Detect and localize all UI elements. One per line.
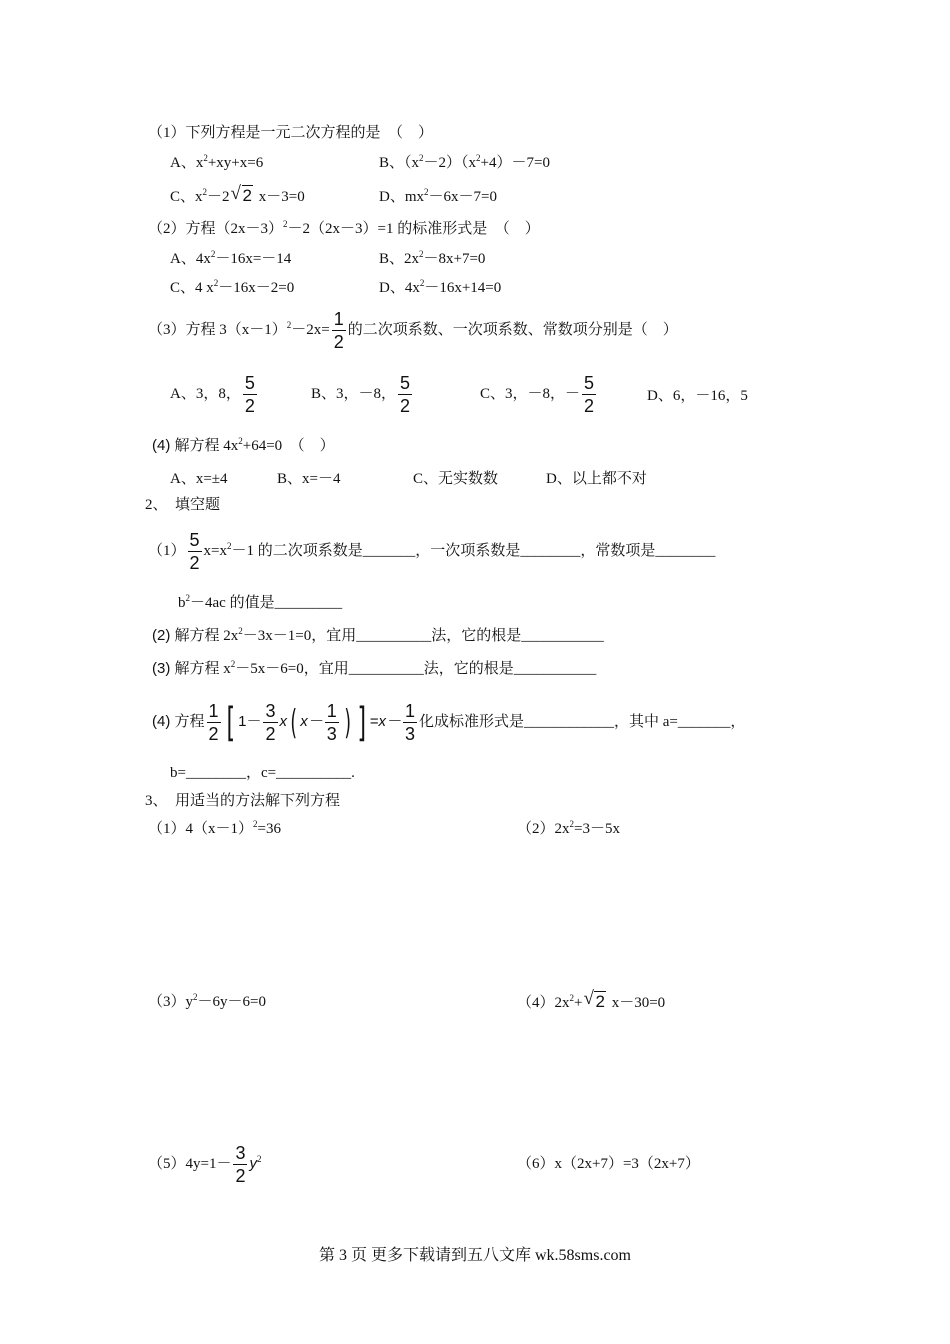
q1-p1-option-d: D、$mx^2-6x-7=0$	[379, 187, 497, 205]
q1-p1-option-c: C、$x^2-2√$ 2 x－3=0	[170, 185, 305, 206]
fraction: $\frac{5}{2}$	[400, 373, 411, 417]
q3-p4: $(4)2x^2+√$ 2 x－30=0	[517, 992, 665, 1013]
right-paren-icon: )	[344, 702, 351, 743]
q3-p2: $(2)2x^2=3-5x$	[517, 819, 620, 837]
q2-p4-line2: b=________，c=__________.	[170, 765, 355, 781]
right-bracket-icon: ]	[357, 699, 367, 746]
q1-p1-option-a: A、$x^2+xy+x=6$	[170, 153, 264, 171]
q1-p4-option-b: B、x=－4	[277, 471, 341, 487]
q1-p4-option-d: D、以上都不对	[546, 471, 647, 487]
q1-p3-option-d: D、6，－16，5	[647, 388, 748, 404]
fraction: $\frac{3}{2}$	[265, 701, 276, 745]
fraction: $\frac{5}{2}$	[584, 373, 595, 417]
q2-p1-line2: $b^2-4ac$ 的值是_________	[178, 593, 343, 611]
fraction: $\frac{1}{2}$	[208, 701, 219, 745]
q1-p1-option-b: B、$(x^2-2)(x^2+4)-7=0$	[379, 153, 550, 171]
q1-p4-option-a: A、x=±4	[170, 471, 228, 487]
fraction: $\frac{3}{2}$	[235, 1143, 246, 1187]
page-footer: 第 3 页 更多下载请到五八文库 wk.58sms.com	[318, 1247, 631, 1264]
q1-p2-option-d: D、$4x^2-16x+14=0$	[379, 278, 502, 296]
fraction: $\frac{5}{2}$	[244, 373, 255, 417]
q3-p6: （6）x（2x+7）=3（2x+7）	[517, 1156, 700, 1172]
left-bracket-icon: [	[226, 699, 235, 746]
q2-heading: 2、 填空题	[145, 497, 221, 513]
q1-p2-option-b: B、$2x^2-8x+7=0$	[379, 249, 486, 267]
q2-p2: (2) 解方程 $2x^2-3x-1=0$，宜用__________法，它的根是___________	[152, 626, 604, 644]
q1-p3-option-c: C、3，－8，－ $\frac{5}{2}$	[480, 373, 595, 417]
q2-p1: （1） $\frac{5}{2}$ $x=x^2-1$ 的二次项系数是_______，一次项系数是________，常数项是________	[148, 530, 716, 574]
q2-p4: (4) 方程 $\frac{1}{2}$ [ 1－ $\frac{3}{2}$ x( x－ $\frac{1}{3}$ ) ] =x－ $\frac{1}{3}$ 化成标准形式是____________，其中 a=_______，	[152, 699, 746, 746]
q1-p3-option-a: A、3，8， $\frac{5}{2}$	[170, 373, 255, 417]
q1-p4-stem: (4) 解方程 $4x^2+64=0$ （ ）	[152, 436, 335, 454]
q3-heading: 3、 用适当的方法解下列方程	[145, 793, 341, 809]
q1-p3-stem: （3）方程 $3(x-1)^2-2x=$ $\frac{1}{2}$ 的二次项系数、一次项系数、常数项分别是（ ）	[148, 309, 678, 353]
q1-p2-option-c: C、4 $x^2-16x-2=0$	[170, 278, 295, 296]
q1-p1-stem: （1）下列方程是一元二次方程的是 （ ）	[148, 125, 434, 141]
q3-p3: $(3)y^2-6y-6=0$	[148, 992, 266, 1010]
fraction: $\frac{1}{3}$	[326, 701, 337, 745]
q3-p1: $(1)4(x-1)^2=36$	[148, 819, 281, 837]
q1-p4-option-c: C、无实数数	[413, 471, 499, 487]
q3-p5: （5）4y=1－ $\frac{3}{2}$ $y^2$	[148, 1143, 262, 1187]
fraction: $\frac{5}{2}$	[189, 530, 200, 574]
fraction: $\frac{1}{2}$	[333, 309, 344, 353]
q2-p3: (3) 解方程 $x^2-5x-6=0$，宜用__________法，它的根是___________	[152, 659, 597, 677]
sqrt-symbol: √ 2	[584, 992, 605, 1013]
left-paren-icon: (	[290, 702, 297, 743]
q1-p2-option-a: A、$4x^2-16x=-14$	[170, 249, 292, 267]
q1-p2-stem: （2）方程$(2x-3)^2-2(2x-3)=1$ 的标准形式是 （ ）	[148, 219, 540, 237]
fraction: $\frac{1}{3}$	[404, 701, 415, 745]
q1-p3-option-b: B、3，－8， $\frac{5}{2}$	[311, 373, 411, 417]
sqrt-symbol: √ 2	[232, 186, 253, 206]
